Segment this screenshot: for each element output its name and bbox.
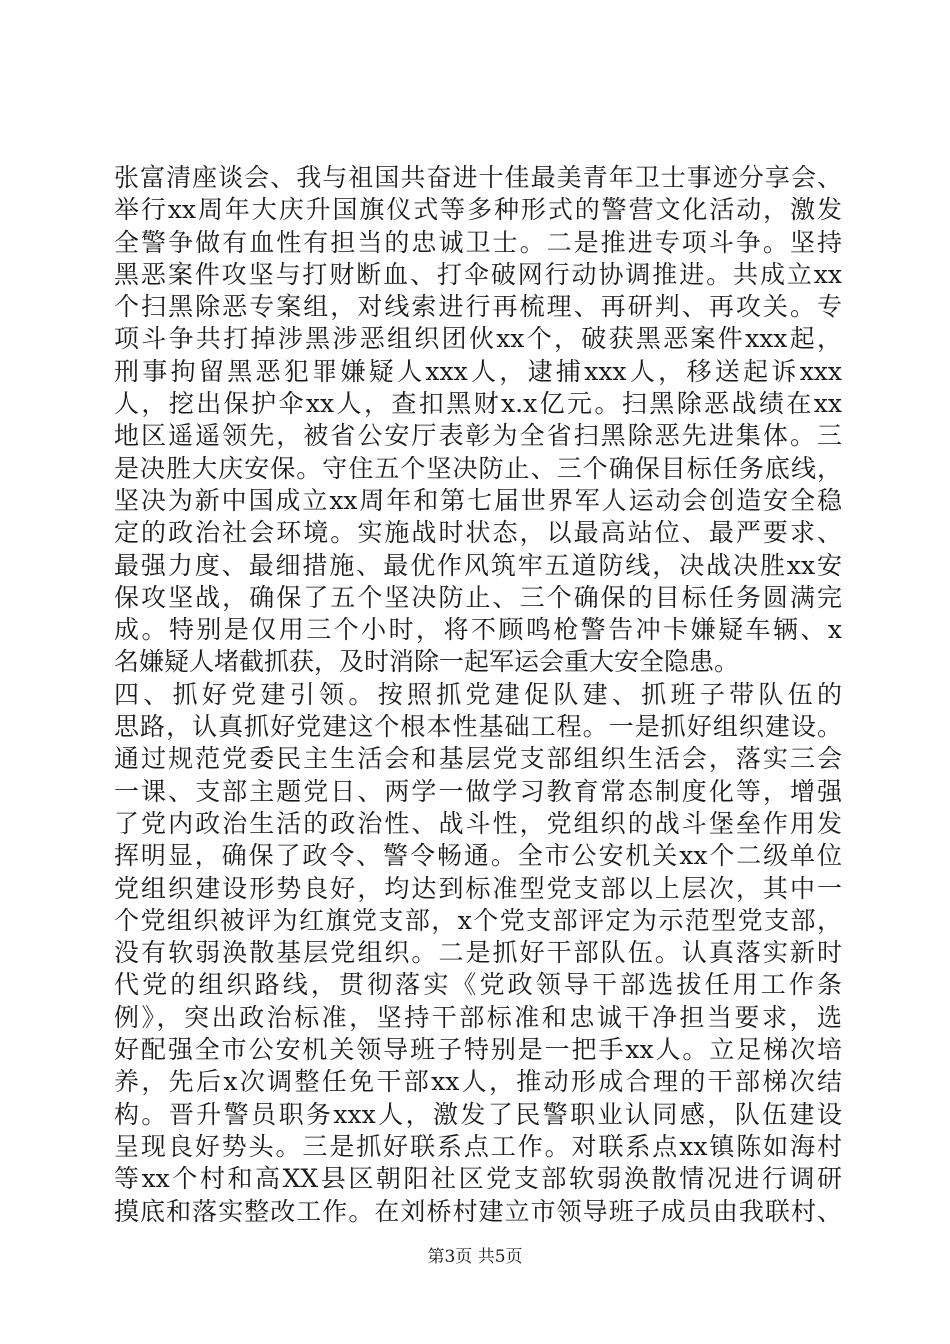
text-line: 例》，突出政治标准，坚持干部标准和忠诚干净担当要求，选 (114, 1002, 842, 1032)
text-line: 项斗争共打掉涉黑涉恶组织团伙xx个，破获黑恶案件xxx起， (114, 324, 842, 354)
text-line: 名嫌疑人堵截抓获，及时消除一起军运会重大安全隐患。 (114, 647, 740, 677)
text-line: 黑恶案件攻坚与打财断血、打伞破网行动协调推进。共成立xx (114, 259, 842, 289)
text-line: 呈现良好势头。三是抓好联系点工作。对联系点xx镇陈如海村 (114, 1131, 842, 1161)
text-line: 刑事拘留黑恶犯罪嫌疑人xxx人，逮捕xxx人，移送起诉xxx (114, 356, 842, 386)
text-line: 构。晋升警员职务xxx人，激发了民警职业认同感，队伍建设 (114, 1099, 842, 1129)
text-line: 一课、支部主题党日、两学一做学习教育常态制度化等，增强 (114, 776, 842, 806)
text-line: 党组织建设形势良好，均达到标准型党支部以上层次，其中一 (114, 873, 842, 903)
text-line: 了党内政治生活的政治性、战斗性，党组织的战斗堡垒作用发 (114, 808, 842, 838)
text-line: 个扫黑除恶专案组，对线索进行再梳理、再研判、再攻关。专 (114, 292, 842, 322)
text-line: 全警争做有血性有担当的忠诚卫士。二是推进专项斗争。坚持 (114, 227, 842, 257)
text-line: 通过规范党委民主生活会和基层党支部组织生活会，落实三会 (114, 744, 842, 774)
page-footer: 第3页 共5页 (427, 1247, 523, 1267)
text-line: 成。特别是仅用三个小时，将不顾鸣枪警告冲卡嫌疑车辆、x (114, 615, 842, 645)
text-line: 举行xx周年大庆升国旗仪式等多种形式的警营文化活动，激发 (114, 195, 842, 225)
text-line: 思路，认真抓好党建这个根本性基础工程。一是抓好组织建设。 (114, 712, 842, 742)
text-line: 养，先后x次调整任免干部xx人，推动形成合理的干部梯次结 (114, 1067, 842, 1097)
text-line: 张富清座谈会、我与祖国共奋进十佳最美青年卫士事迹分享会、 (114, 163, 842, 192)
text-line: 定的政治社会环境。实施战时状态，以最高站位、最严要求、 (114, 518, 842, 548)
text-line: 地区遥遥领先，被省公安厅表彰为全省扫黑除恶先进集体。三 (114, 421, 842, 451)
body-text (114, 162, 842, 1228)
text-line: 四、抓好党建引领。按照抓党建促队建、抓班子带队伍的 (114, 679, 842, 709)
text-line: 代党的组织路线，贯彻落实《党政领导干部选拔任用工作条 (114, 970, 842, 1000)
text-line: 摸底和落实整改工作。在刘桥村建立市领导班子成员由我联村、 (114, 1196, 842, 1226)
text-line: 保攻坚战，确保了五个坚决防止、三个确保的目标任务圆满完 (114, 582, 842, 612)
text-line: 是决胜大庆安保。守住五个坚决防止、三个确保目标任务底线， (114, 453, 842, 483)
text-line: 挥明显，确保了政令、警令畅通。全市公安机关xx个二级单位 (114, 841, 842, 871)
text-line: 坚决为新中国成立xx周年和第七届世界军人运动会创造安全稳 (114, 485, 842, 515)
text-line: 等xx个村和高XX县区朝阳社区党支部软弱涣散情况进行调研 (114, 1164, 842, 1194)
text-line: 好配强全市公安机关领导班子特别是一把手xx人。立足梯次培 (114, 1035, 842, 1065)
text-line: 人，挖出保护伞xx人，查扣黑财x.x亿元。扫黑除恶战绩在xx (114, 389, 842, 419)
text-line: 没有软弱涣散基层党组织。二是抓好干部队伍。认真落实新时 (114, 938, 842, 968)
text-line: 个党组织被评为红旗党支部，x个党支部评定为示范型党支部， (114, 905, 842, 935)
text-line: 最强力度、最细措施、最优作风筑牢五道防线，决战决胜xx安 (114, 550, 842, 580)
